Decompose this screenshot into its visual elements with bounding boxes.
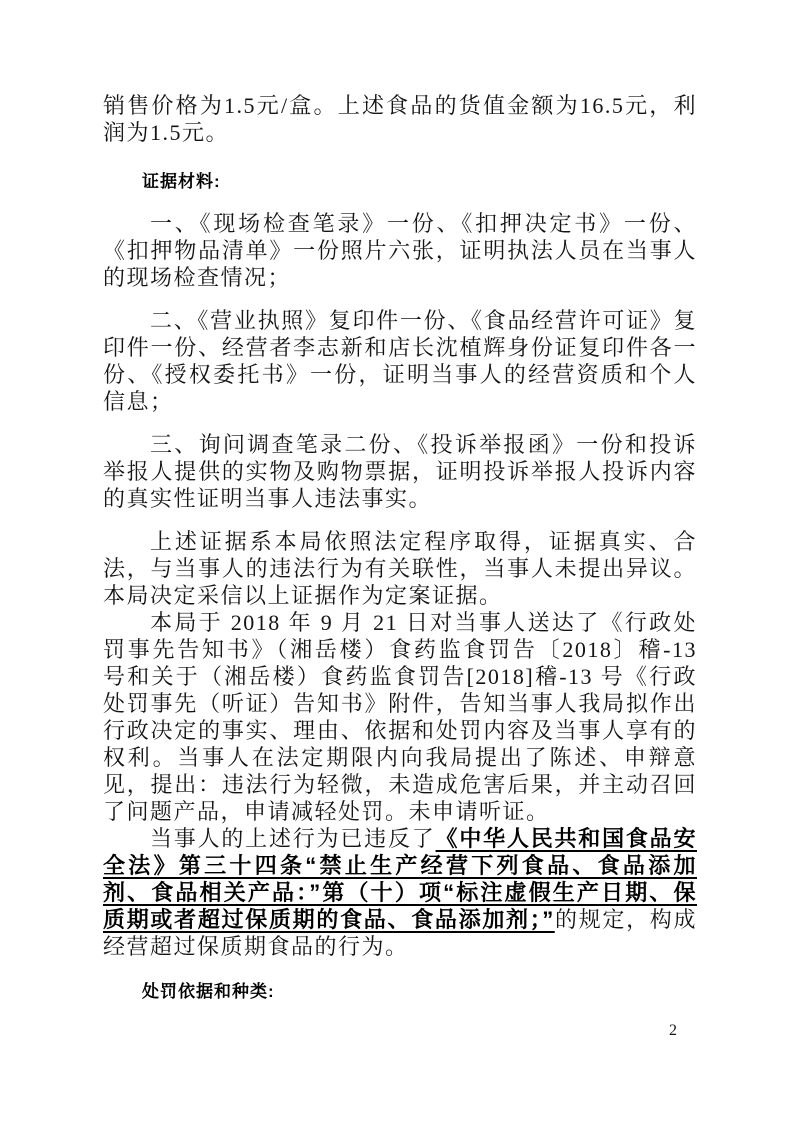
document-body <box>103 92 697 1002</box>
violation-paragraph <box>103 825 697 960</box>
penalty-heading: 处罚依据和种类: <box>142 982 275 1001</box>
evidence-item-1: 一、《现场检查笔录》一份、《扣押决定书》一份、《扣押物品清单》一份照片六张，证明执法人员在当事人的现场检查情况； <box>103 211 697 290</box>
violation-suffix: 的规定，构成经营超过保质期食品的行为。 <box>103 907 697 959</box>
evidence-item-2: 二、《营业执照》复印件一份、《食品经营许可证》复印件一份、经营者李志新和店长沈植辉身份证复印件各一份、《授权委托书》一份，证明当事人的经营资质和个人信息； <box>103 308 697 414</box>
evidence-item-3: 三、询问调查笔录二份、《投诉举报函》一份和投诉举报人提供的实物及购物票据，证明投诉举报人投诉内容的真实性证明当事人违法事实。 <box>103 432 697 511</box>
notification-paragraph: 本局于 2018 年 9 月 21 日对当事人送达了《行政处罚事先告知书》（湘岳楼）食药监食罚告〔2018〕稽-13 号和关于（湘岳楼）食药监食罚告[2018]稽-13 号《行政处罚事先（听证）告知书》附件，告知当事人我局拟作出行政决定的事实、理由、依据和处罚内容及当事人享有的权利。当事人在法定期限内向我局提出了陈述、申辩意见，提出：违法行为轻微，未造成危害后果，并主动召回了问题产品，申请减轻处罚。未申请听证。 <box>103 610 697 824</box>
violation-prefix: 当事人的上述行为已违反了 <box>150 826 436 851</box>
violation-law-citation: 《中华人民共和国食品安全法》第三十四条“禁止生产经营下列食品、食品添加剂、食品相关产品：”第（十）项“标注虚假生产日期、保质期或者超过保质期的食品、食品添加剂；” <box>103 826 697 932</box>
evidence-conclusion-paragraph: 上述证据系本局依照法定程序取得，证据真实、合法，与当事人的违法行为有关联性，当事人未提出异议。本局决定采信以上证据作为定案证据。 <box>103 529 697 608</box>
page-number: 2 <box>669 1022 677 1039</box>
intro-paragraph: 销售价格为1.5元/盒。上述食品的货值金额为16.5元，利润为1.5元。 <box>103 93 697 145</box>
evidence-heading: 证据材料: <box>142 172 221 191</box>
